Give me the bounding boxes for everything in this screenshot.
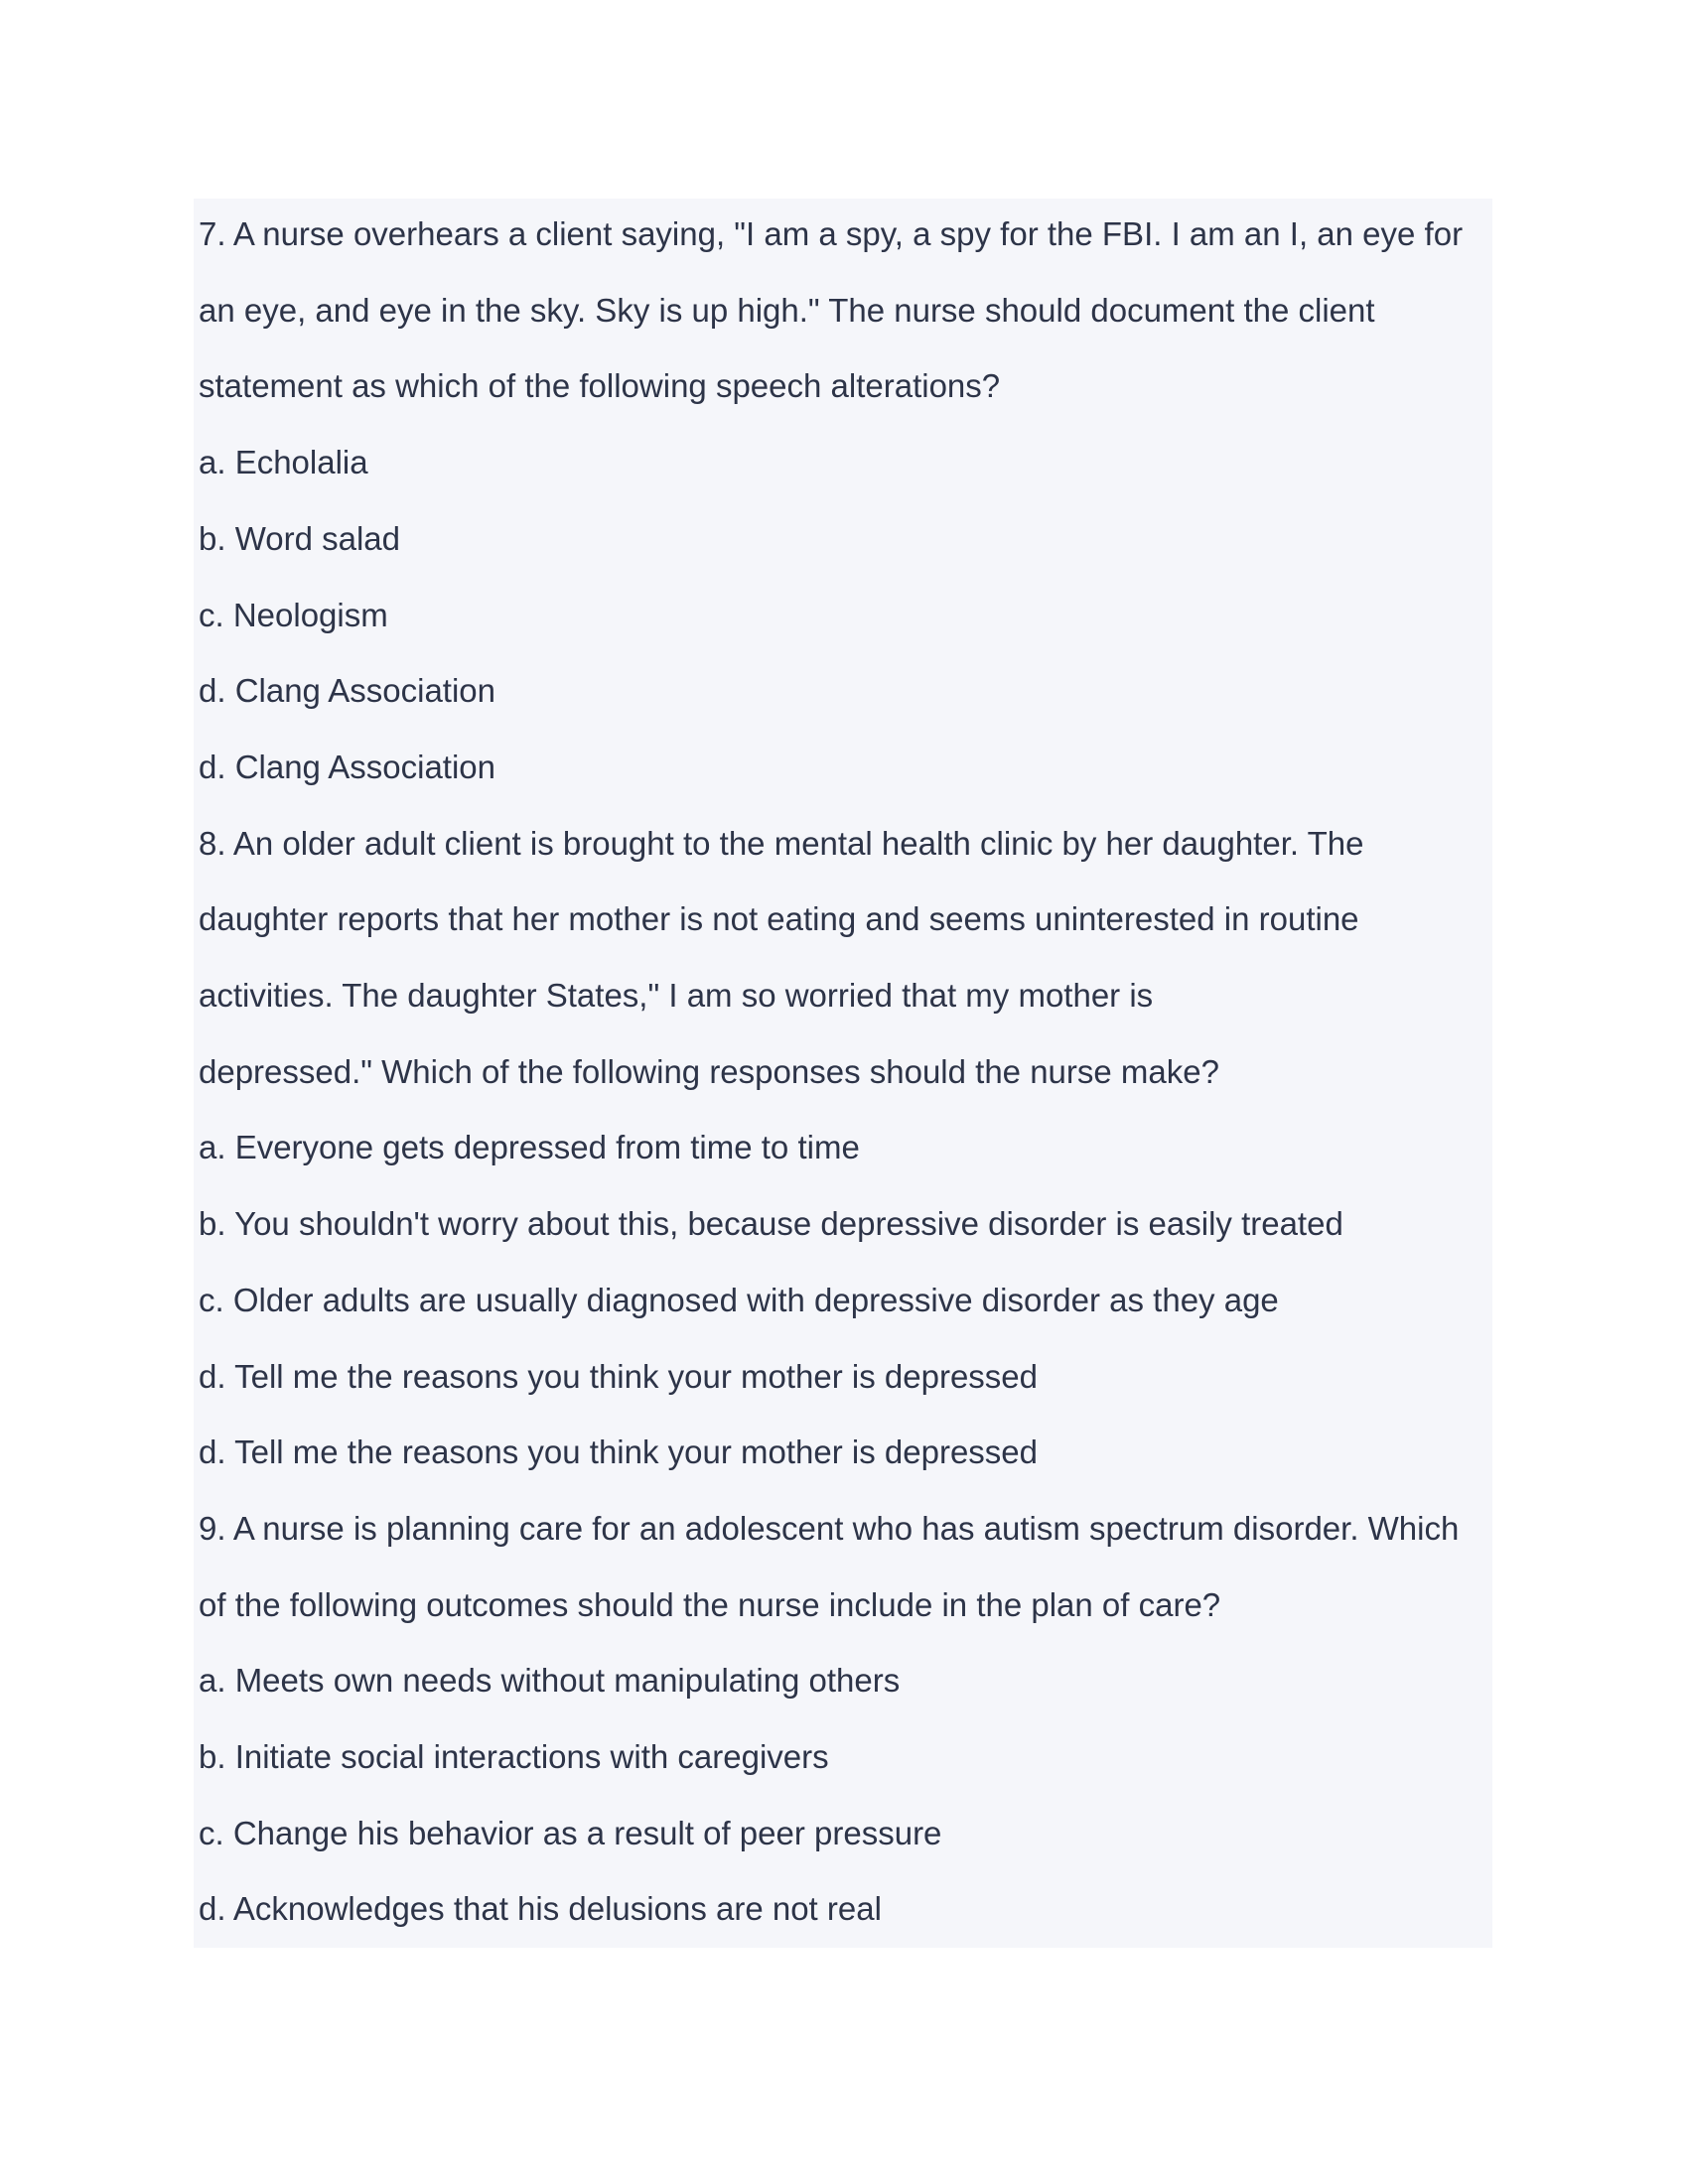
question-7-stem-line-3: statement as which of the following speech alterations? [199,367,1001,405]
question-7-answer: d. Clang Association [199,748,496,785]
question-8-option-c: c. Older adults are usually diagnosed with depressive disorder as they age [199,1281,1279,1318]
question-8-stem-line-3: activities. The daughter States," I am so worried that my mother is [199,977,1154,1015]
question-9-stem-line-2: of the following outcomes should the nurse include in the plan of care? [199,1585,1221,1623]
question-8-option-a: a. Everyone gets depressed from time to time [199,1129,860,1166]
question-7-option-d: d. Clang Association [199,672,496,710]
question-8-stem-line-1: 8. An older adult client is brought to the mental health clinic by her daughter. The [199,824,1364,862]
question-9 [199,1491,1489,1948]
question-7-option-c: c. Neologism [199,596,388,633]
question-8-answer: d. Tell me the reasons you think your mother is depressed [199,1433,1038,1471]
question-9-option-d: d. Acknowledges that his delusions are not real [199,1890,882,1928]
document-content [199,197,1489,1948]
question-8-stem-line-2: daughter reports that her mother is not eating and seems uninterested in routine [199,900,1359,938]
question-8-stem-line-4: depressed." Which of the following responses should the nurse make? [199,1052,1219,1090]
question-9-stem-line-1: 9. A nurse is planning care for an adolescent who has autism spectrum disorder. Which [199,1509,1460,1547]
question-7-option-b: b. Word salad [199,519,400,557]
question-7-stem-line-1: 7. A nurse overhears a client saying, "I am a spy, a spy for the FBI. I am an I, an eye for [199,215,1464,252]
question-7-option-a: a. Echolalia [199,444,368,481]
question-9-option-a: a. Meets own needs without manipulating others [199,1662,901,1700]
question-7 [199,197,1489,806]
question-7-stem-line-2: an eye, and eye in the sky. Sky is up high." The nurse should document the client [199,291,1375,329]
question-8-option-b: b. You shouldn't worry about this, because depressive disorder is easily treated [199,1205,1343,1243]
question-9-option-b: b. Initiate social interactions with caregivers [199,1738,829,1776]
question-8 [199,806,1489,1491]
question-9-option-c: c. Change his behavior as a result of peer pressure [199,1814,942,1851]
question-8-option-d: d. Tell me the reasons you think your mother is depressed [199,1357,1038,1395]
